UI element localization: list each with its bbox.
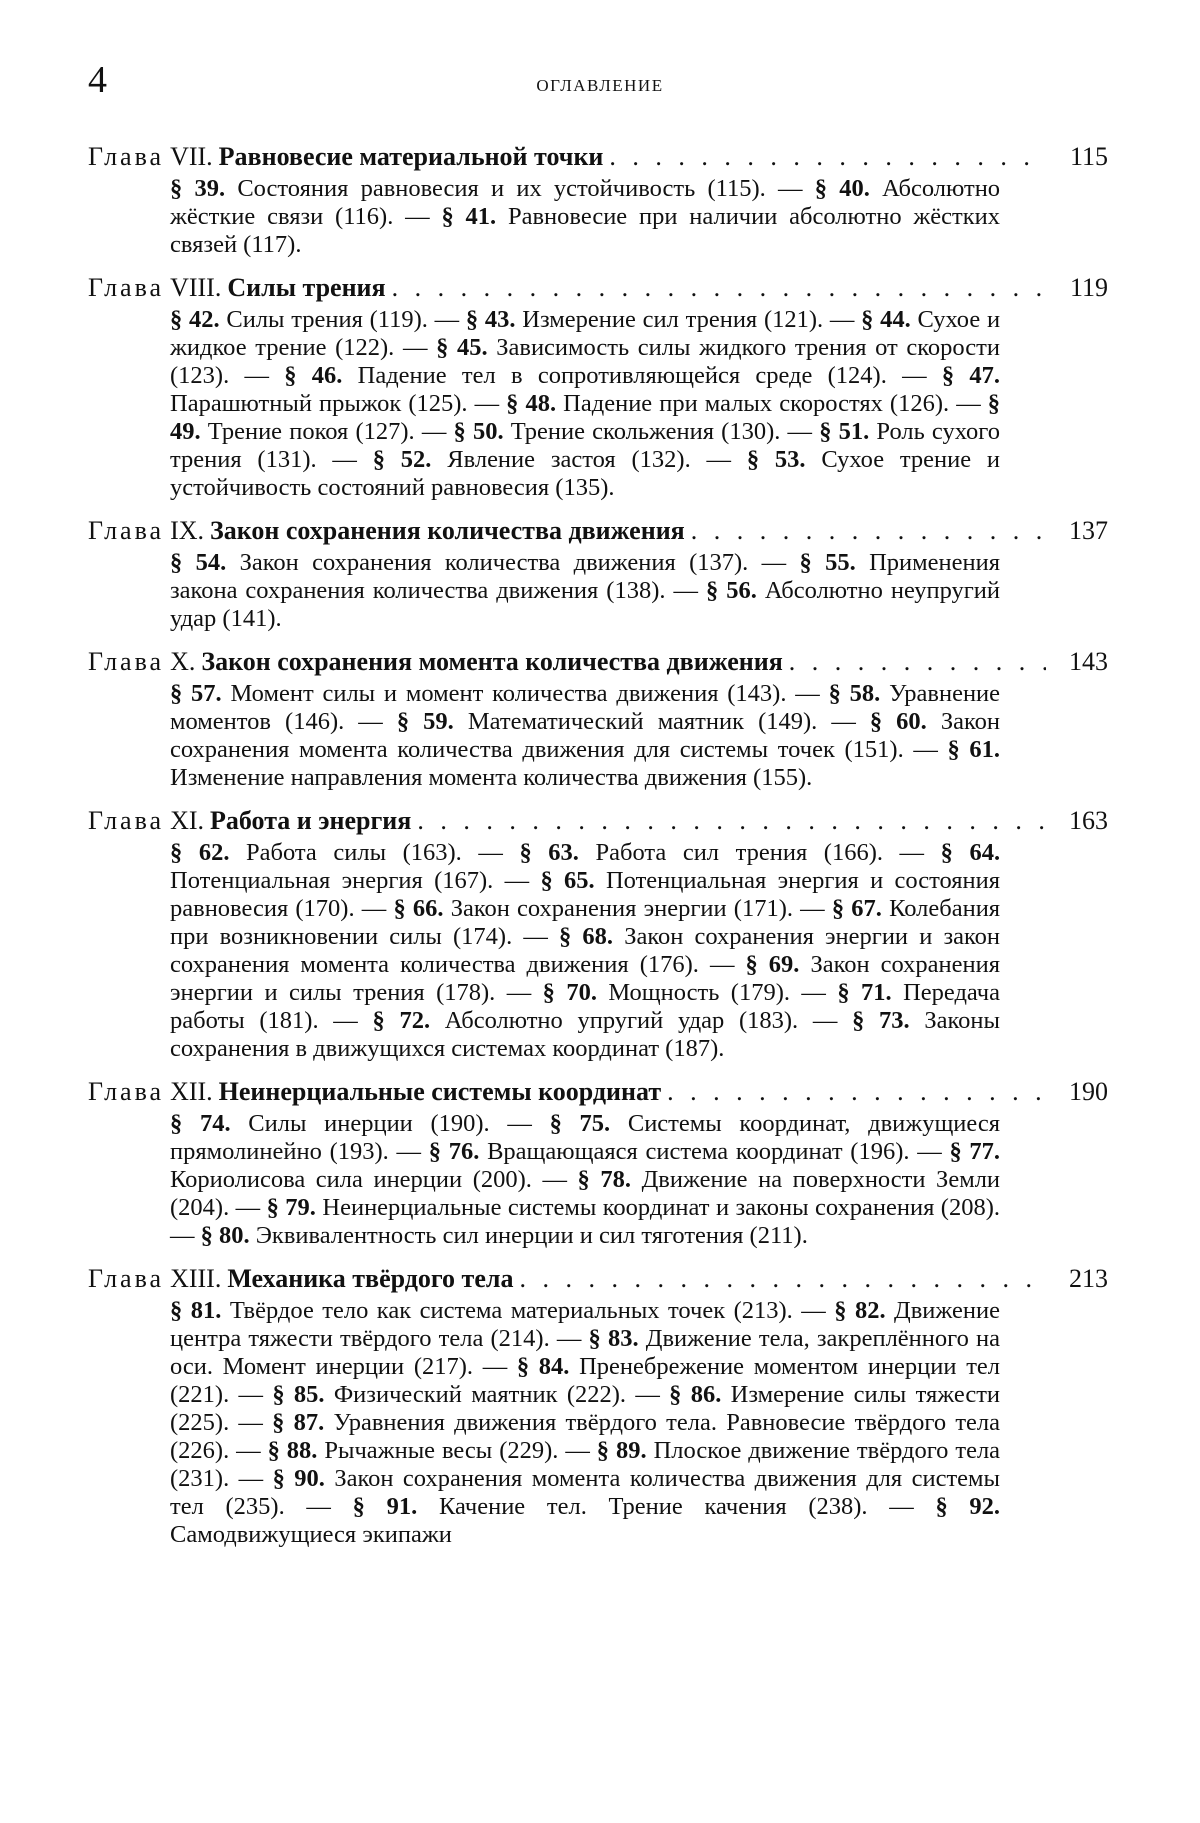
section-title: Закон сохранения энергии и закон сохранения момента количества движения (176). (170, 923, 1001, 978)
section-number: § 71. (837, 979, 892, 1006)
section-number: § 81. (170, 1297, 222, 1324)
section-list: § 42. Силы трения (119). — § 43. Измерение сил трения (121). — § 44. Сухое и жидкое трение (122). — § 45. Зависимость силы жидкого трения от скорости (123). — § 46. Падение тел в сопротивляющейся среде (124). — § 47. Парашютный прыжок (125). — § 48. Падение при малых скоростях (126). — § 49. Трение покоя (127). — § 50. Трение скольжения (130). — § 51. Роль сухого трения (131). — § 52. Явление застоя (132). — § 53. Сухое трение и устойчивость состояний равновесия (135). (170, 306, 1001, 501)
section-title: Работа силы (163). (246, 839, 462, 866)
toc-chapter (88, 1262, 1108, 1549)
section-number: § 54. (170, 549, 227, 576)
chapter-title: Закон сохранения количества движения (210, 516, 685, 545)
section-number: § 87. (272, 1409, 325, 1436)
section-title: Уравнение моментов (146). (170, 680, 1001, 735)
chapter-title: Силы трения (227, 273, 386, 302)
chapter-heading (88, 1075, 1108, 1108)
section-title: Законы сохранения в движущихся системах координат (187). (170, 1007, 1001, 1062)
section-title: Сухое и жидкое трение (122). (170, 306, 1001, 361)
section-number: § 67. (831, 895, 882, 922)
chapter-heading (88, 804, 1108, 837)
section-number: § 48. (506, 390, 557, 417)
section-title: Передача работы (181). (170, 979, 1001, 1034)
section-number: § 83. (588, 1325, 639, 1352)
section-entry (170, 549, 748, 576)
section-entry (267, 1194, 1000, 1221)
section-title: Потенциальная энергия (167). (170, 867, 494, 894)
section-number: § 53. (746, 446, 806, 473)
chapter-number: VIII. (170, 273, 222, 302)
section-title: Состояния равновесия и их устойчивость (115). (237, 175, 766, 202)
chapter-prefix: Глава (88, 647, 165, 676)
section-title: Неинерциальные системы координат и законы сохранения (208). (322, 1194, 1001, 1221)
section-entry (272, 1381, 626, 1408)
chapter-title: Равновесие материальной точки (218, 142, 604, 171)
section-title: Закон сохранения количества движения (137). (239, 549, 749, 576)
section-number: § 55. (799, 549, 856, 576)
section-title: Закон сохранения момента количества движения для системы точек (151). (170, 708, 1001, 763)
chapter-title: Механика твёрдого тела (227, 1264, 514, 1293)
chapter-prefix: Глава (88, 142, 165, 171)
section-title: Применения закона сохранения количества движения (138). (170, 549, 1001, 604)
section-number: § 69. (745, 951, 800, 978)
chapter-title: Закон сохранения момента количества движения (201, 647, 783, 676)
section-title: Закон сохранения энергии (171). (450, 895, 793, 922)
section-number: § 56. (705, 577, 757, 604)
dot-leader (691, 514, 1046, 547)
section-number: § 59. (396, 708, 454, 735)
section-number: § 46. (284, 362, 343, 389)
toc-chapter (88, 645, 1108, 792)
section-title: Абсолютно неупругий удар (141). (170, 577, 1001, 632)
chapter-number: XIII. (170, 1264, 222, 1293)
section-title: Изменение направления момента количества движения (155). (170, 764, 813, 791)
section-number: § 43. (465, 306, 516, 333)
section-entry (268, 1437, 559, 1464)
section-number: § 78. (577, 1166, 631, 1193)
section-entry (429, 1138, 910, 1165)
section-entry (393, 895, 793, 922)
section-number: § 92. (935, 1493, 1001, 1520)
section-number: § 91. (352, 1493, 418, 1520)
section-list: § 81. Твёрдое тело как система материальных точек (213). — § 82. Движение центра тяжести твёрдого тела (214). — § 83. Движение тела, закреплённого на оси. Момент инерции (217). — § 84. Пренебрежение моментом инерции тел (221). — § 85. Физический маятник (222). — § 86. Измерение силы тяжести (225). — § 87. Уравнения движения твёрдого тела. Равновесие твёрдого тела (226). — § 88. Рычажные весы (229). — § 89. Плоское движение твёрдого тела (231). — § 90. Закон сохранения момента количества движения для системы тел (235). — § 91. Качение тел. Трение качения (238). — § 92. Самодвижущиеся экипажи (170, 1297, 1001, 1548)
section-number: § 42. (170, 306, 220, 333)
section-number: § 77. (949, 1138, 1001, 1165)
section-entry (170, 306, 428, 333)
dot-leader (417, 804, 1046, 837)
chapter-prefix: Глава (88, 1264, 165, 1293)
section-entry (353, 1493, 868, 1520)
section-number: § 89. (596, 1437, 647, 1464)
section-number: § 51. (819, 418, 870, 445)
section-number: § 50. (453, 418, 504, 445)
section-title: Потенциальная энергия и состояния равновесия (170). (170, 867, 1001, 922)
section-title: Падение тел в сопротивляющейся среде (124). (357, 362, 887, 389)
section-title: Абсолютно жёсткие связи (116). (170, 175, 1001, 230)
section-number: § 75. (549, 1110, 611, 1137)
section-title: Силы инерции (190). (248, 1110, 490, 1137)
section-title: Движение центра тяжести твёрдого тела (214). (170, 1297, 1000, 1352)
section-title: Трение скольжения (130). (510, 418, 781, 445)
section-entry (519, 839, 883, 866)
chapter-page-number: 115 (1069, 142, 1108, 171)
chapter-number: X. (170, 647, 196, 676)
chapter-prefix: Глава (88, 273, 165, 302)
chapter-page-number: 163 (1069, 806, 1108, 835)
section-title: Момент силы и момент количества движения (143). (230, 680, 787, 707)
section-title: Качение тел. Трение качения (238). (438, 1493, 868, 1520)
table-of-contents (88, 140, 1108, 1561)
section-number: § 41. (441, 203, 497, 230)
chapter-heading (88, 645, 1108, 678)
section-number: § 70. (542, 979, 597, 1006)
section-number: § 60. (869, 708, 927, 735)
section-number: § 47. (941, 362, 1000, 389)
chapter-heading (88, 1262, 1108, 1295)
section-title: Пренебрежение моментом инерции тел (221). (170, 1353, 1000, 1408)
section-title: Равновесие при наличии абсолютно жёстких связей (117). (170, 203, 1001, 258)
section-number: § 82. (834, 1297, 886, 1324)
chapter-number: IX. (170, 516, 205, 545)
chapter-heading (88, 514, 1108, 547)
section-number: § 63. (519, 839, 579, 866)
section-entry (284, 362, 887, 389)
section-number: § 49. (170, 390, 1000, 445)
section-number: § 90. (272, 1465, 325, 1492)
section-title: Абсолютно упругий удар (183). (444, 1007, 799, 1034)
section-title: Вращающаяся система координат (196). (487, 1138, 910, 1165)
section-entry (506, 390, 949, 417)
section-list: § 39. Состояния равновесия и их устойчивость (115). — § 40. Абсолютно жёсткие связи (116). — § 41. Равновесие при наличии абсолютно жёстких связей (117). (170, 175, 1001, 258)
dot-leader (392, 271, 1046, 304)
section-title: Мощность (179). (608, 979, 791, 1006)
section-title: Движение тела, закреплённого на оси. Момент инерции (217). (170, 1325, 1000, 1380)
section-title: Закон сохранения момента количества движения для системы тел (235). (170, 1465, 1001, 1520)
section-title: Колебания при возникновении силы (174). (170, 895, 1001, 950)
section-number: § 80. (200, 1222, 250, 1249)
chapter-number: XI. (170, 806, 205, 835)
section-title: Сухое трение и устойчивость состояний равновесия (135). (170, 446, 1001, 501)
section-number: § 39. (170, 175, 226, 202)
section-entry (170, 175, 766, 202)
section-title: Рычажные весы (229). (324, 1437, 559, 1464)
section-entry (466, 306, 823, 333)
section-entry (373, 1007, 799, 1034)
section-title: Уравнения движения твёрдого тела. Равновесие твёрдого тела (226). (170, 1409, 1001, 1464)
section-number: § 62. (170, 839, 230, 866)
section-number: § 44. (861, 306, 911, 333)
section-title: Трение покоя (127). (207, 418, 415, 445)
section-entry (170, 1110, 490, 1137)
section-entry (454, 418, 781, 445)
section-list: § 57. Момент силы и момент количества движения (143). — § 58. Уравнение моментов (146). — § 59. Математический маятник (149). — § 60. Закон сохранения момента количества движения для системы точек (151). — § 61. Изменение направления момента количества движения (155). (170, 680, 1001, 791)
section-title: Эквивалентность сил инерции и сил тяготения (211). (255, 1222, 808, 1249)
chapter-page-number: 143 (1069, 647, 1108, 676)
dot-leader (519, 1262, 1046, 1295)
section-number: § 40. (814, 175, 870, 202)
section-number: § 73. (852, 1007, 910, 1034)
running-title: ОГЛАВЛЕНИЕ (536, 76, 664, 95)
dot-leader (667, 1075, 1046, 1108)
toc-chapter (88, 514, 1108, 633)
section-title: Явление застоя (132). (447, 446, 691, 473)
chapter-page-number: 190 (1069, 1077, 1108, 1106)
section-entry (170, 839, 462, 866)
chapter-page-number: 119 (1069, 273, 1108, 302)
section-title: Плоское движение твёрдого тела (231). (170, 1437, 1001, 1492)
section-list: § 74. Силы инерции (190). — § 75. Системы координат, движущиеся прямолинейно (193). — § 76. Вращающаяся система координат (196). — § 77. Кориолисова сила инерции (200). — § 78. Движение на поверхности Земли (204). — § 79. Неинерциальные системы координат и законы сохранения (208). — § 80. Эквивалентность сил инерции и сил тяготения (211). (170, 1110, 1001, 1249)
section-number: § 72. (372, 1007, 431, 1034)
section-number: § 76. (428, 1138, 480, 1165)
section-list: § 62. Работа силы (163). — § 63. Работа сил трения (166). — § 64. Потенциальная энергия (167). — § 65. Потенциальная энергия и состояния равновесия (170). — § 66. Закон сохранения энергии (171). — § 67. Колебания при возникновении силы (174). — § 68. Закон сохранения энергии и закон сохранения момента количества движения (176). — § 69. Закон сохранения энергии и силы трения (178). — § 70. Мощность (179). — § 71. Передача работы (181). — § 72. Абсолютно упругий удар (183). — § 73. Законы сохранения в движущихся системах координат (187). (170, 839, 1001, 1062)
section-number: § 58. (828, 680, 881, 707)
section-entry (170, 1297, 793, 1324)
dot-leader (609, 140, 1046, 173)
chapter-title: Неинерциальные системы координат (218, 1077, 662, 1106)
toc-chapter (88, 1075, 1108, 1250)
section-number: § 64. (940, 839, 1001, 866)
section-number: § 52. (372, 446, 432, 473)
section-number: § 45. (436, 334, 488, 361)
chapter-heading (88, 140, 1108, 173)
toc-chapter (88, 271, 1108, 502)
section-title: Твёрдое тело как система материальных точек (213). (229, 1297, 793, 1324)
toc-chapter (88, 140, 1108, 259)
section-title: Движение на поверхности Земли (204). (170, 1166, 1001, 1221)
chapter-number: VII. (170, 142, 213, 171)
section-title: Роль сухого трения (131). (170, 418, 1000, 473)
chapter-prefix: Глава (88, 516, 165, 545)
chapter-title: Работа и энергия (210, 806, 412, 835)
dot-leader (789, 645, 1046, 678)
section-title: Работа сил трения (166). (595, 839, 883, 866)
section-title: Парашютный прыжок (125). (170, 390, 468, 417)
section-entry (170, 680, 786, 707)
chapter-prefix: Глава (88, 1077, 165, 1106)
section-title: Физический маятник (222). (333, 1381, 627, 1408)
page-header (88, 58, 1112, 108)
chapter-heading (88, 271, 1108, 304)
chapter-page-number: 137 (1069, 516, 1108, 545)
chapter-page-number: 213 (1069, 1264, 1108, 1293)
section-number: § 65. (540, 867, 595, 894)
section-number: § 57. (170, 680, 222, 707)
section-number: § 85. (272, 1381, 325, 1408)
section-entry (397, 708, 817, 735)
section-entry (373, 446, 691, 473)
section-title: Системы координат, движущиеся прямолинейно (193). (170, 1110, 1001, 1165)
page-number: 4 (88, 59, 107, 101)
section-number: § 88. (267, 1437, 318, 1464)
section-title: Кориолисова сила инерции (200). (170, 1166, 532, 1193)
section-title: Закон сохранения энергии и силы трения (178). (170, 951, 1001, 1006)
section-list: § 54. Закон сохранения количества движения (137). — § 55. Применения закона сохранения количества движения (138). — § 56. Абсолютно неупругий удар (141). (170, 549, 1001, 632)
section-title: Падение при малых скоростях (126). (563, 390, 950, 417)
section-number: § 61. (947, 736, 1000, 763)
section-number: § 68. (559, 923, 614, 950)
section-number: § 79. (266, 1194, 316, 1221)
toc-chapter (88, 804, 1108, 1063)
section-title: Математический маятник (149). (467, 708, 818, 735)
section-number: § 66. (393, 895, 444, 922)
chapter-prefix: Глава (88, 806, 165, 835)
section-title: Силы трения (119). (226, 306, 428, 333)
section-title: Самодвижущиеся экипажи (170, 1521, 452, 1548)
section-title: Зависимость силы жидкого трения от скорости (123). (170, 334, 1000, 389)
section-number: § 86. (669, 1381, 722, 1408)
chapter-number: XII. (170, 1077, 213, 1106)
section-number: § 84. (516, 1353, 570, 1380)
section-number: § 74. (170, 1110, 231, 1137)
section-entry (543, 979, 790, 1006)
section-title: Измерение сил трения (121). (522, 306, 824, 333)
section-entry (201, 1222, 808, 1249)
section-title: Измерение силы тяжести (225). (170, 1381, 1001, 1436)
